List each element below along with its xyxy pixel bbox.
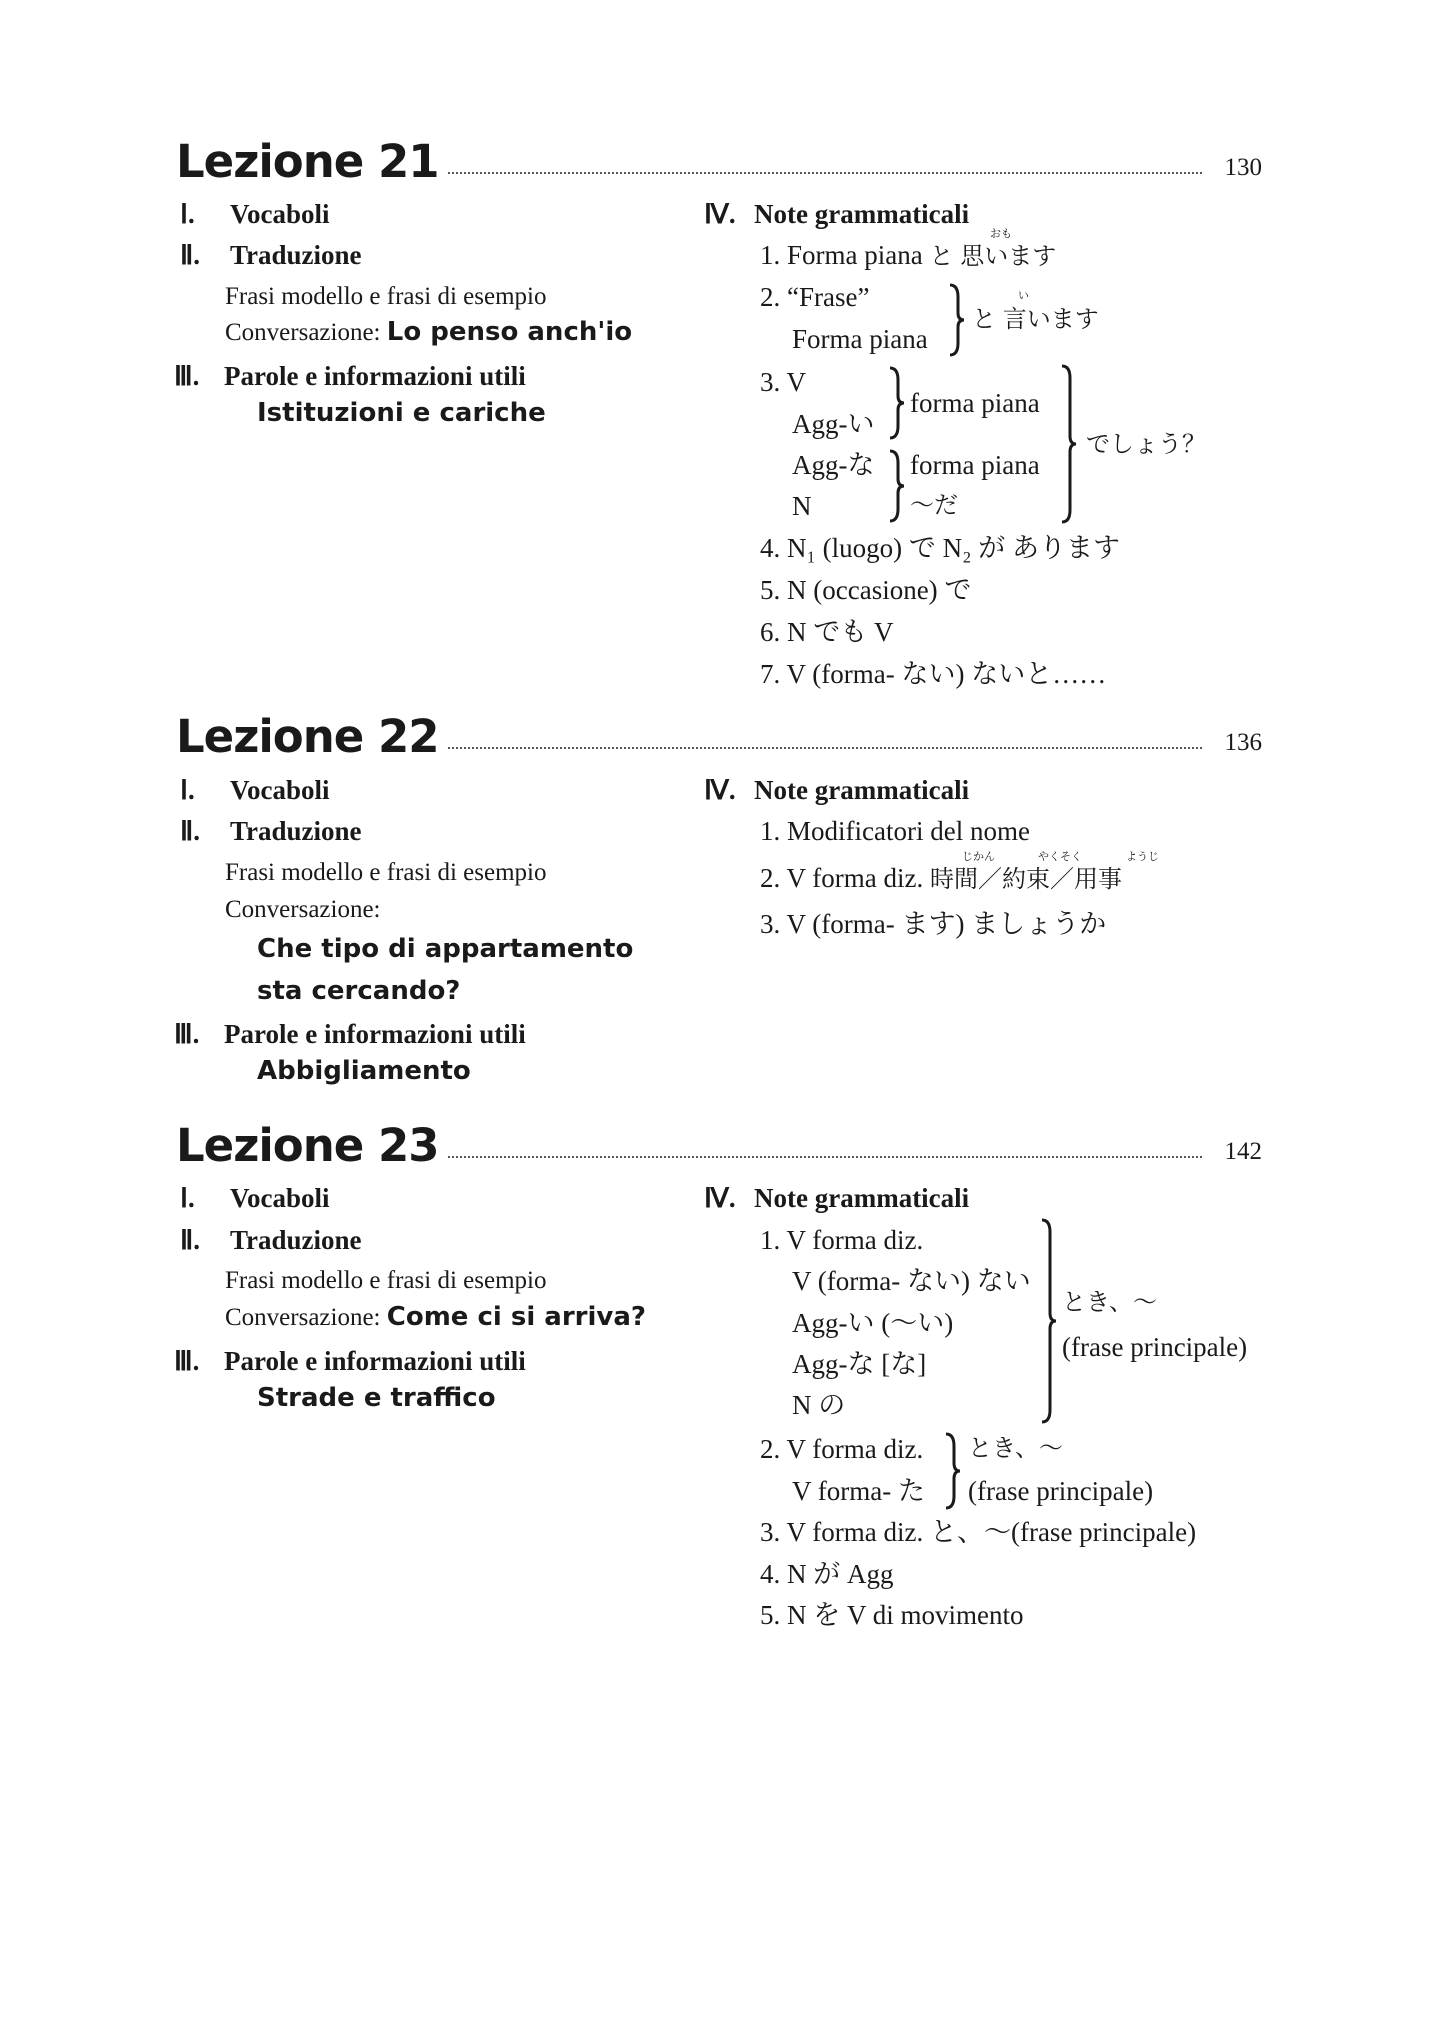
furigana: おも [990,227,1012,240]
frasi-modello: Frasi modello e frasi di esempio [225,1267,547,1294]
grammar-tail: と 言います [972,305,1099,333]
section-note: Ⅳ. Note grammaticali [704,1183,970,1213]
section-traduzione: Ⅱ. Traduzione [180,816,362,846]
grammar-subline: Agg-い (～い) [792,1308,954,1338]
section-traduzione: Ⅱ. Traduzione [180,1225,362,1255]
grammar-tail: (frase principale) [968,1476,1154,1506]
section-vocaboli: Ⅰ. Vocaboli [180,1183,330,1213]
info-topic: Istituzioni e cariche [257,398,546,428]
grammar-tail: とき、～ [968,1434,1064,1462]
section-note: Ⅳ. Note grammaticali [704,199,970,229]
section-traduzione: Ⅱ. Traduzione [180,240,362,270]
section-vocaboli: Ⅰ. Vocaboli [180,199,330,229]
brace [944,1432,960,1510]
section-parole: Ⅲ. Parole e informazioni utili [174,1019,526,1049]
grammar-item: 1. Forma piana と 思います [760,240,1057,270]
lesson-title: Lezione 22 [176,710,439,763]
grammar-item: 6. N でも V [760,617,894,647]
lesson-title: Lezione 21 [176,135,439,188]
brace [1040,1218,1056,1424]
conversazione: Conversazione: Come ci si arriva? [225,1302,646,1332]
lesson-header [176,128,1262,188]
grammar-item: 2. “Frase” [760,282,870,312]
page-number: 130 [1224,154,1262,181]
grammar-item: 7. V (forma- ない) ないと…… [760,659,1107,689]
grammar-item: 2. V forma diz. [760,1434,924,1464]
grammar-tail: (frase principale) [1062,1332,1248,1362]
section-vocaboli: Ⅰ. Vocaboli [180,775,330,805]
brace [888,449,904,523]
page-number: 142 [1224,1138,1262,1165]
grammar-subline: V forma- た [792,1476,925,1506]
conversation-title: Lo penso anch'io [386,317,633,347]
furigana: やくそく [1038,850,1082,863]
grammar-item: 1. V forma diz. [760,1225,924,1255]
brace [948,283,964,357]
info-topic: Strade e traffico [257,1383,496,1413]
grammar-item: 3. V forma diz. と、～(frase principale) [760,1517,1197,1547]
grammar-tail: とき、～ [1062,1288,1158,1316]
furigana: い [1018,289,1029,302]
grammar-form: forma piana [910,388,1040,418]
conversazione: Conversazione: Lo penso anch'io [225,317,633,347]
grammar-subline: Forma piana [792,324,928,354]
furigana: ようじ [1126,850,1159,863]
grammar-item: 5. N を V di movimento [760,1600,1024,1630]
dot-leader [448,1156,1202,1158]
info-topic: Abbigliamento [257,1056,471,1086]
grammar-item: 2. V forma diz. 時間／約束／用事 [760,863,1122,893]
grammar-form: forma piana [910,450,1040,480]
lesson-header [176,1112,1262,1172]
grammar-subline: N [792,491,812,521]
section-note: Ⅳ. Note grammaticali [704,775,970,805]
page-number: 136 [1224,729,1262,756]
grammar-subline: Agg-な [な] [792,1349,927,1379]
grammar-item: 3. V [760,367,807,397]
grammar-ending: でしょう？ [1086,430,1206,458]
furigana: じかん [962,850,995,863]
grammar-subline: Agg-な [792,450,875,480]
section-parole: Ⅲ. Parole e informazioni utili [174,1346,526,1376]
grammar-subline: N の [792,1390,846,1420]
grammar-item: 4. N₁ (luogo) で N₂ が あります [760,533,1121,563]
frasi-modello: Frasi modello e frasi di esempio [225,859,547,886]
grammar-subline: Agg-い [792,409,875,439]
grammar-item: 5. N (occasione) で [760,575,972,605]
conversation-title: Come ci si arriva? [386,1302,646,1332]
grammar-item: 3. V (forma- ます) ましょうか [760,909,1107,939]
dot-leader [448,172,1202,174]
brace [888,366,904,440]
brace [1060,364,1076,524]
grammar-subline: V (forma- ない) ない [792,1266,1031,1296]
grammar-item: 4. N が Agg [760,1559,894,1589]
conversation-title: Che tipo di appartamento [257,934,634,964]
frasi-modello: Frasi modello e frasi di esempio [225,283,547,310]
grammar-item: 1. Modificatori del nome [760,816,1030,846]
conversation-title: sta cercando? [257,976,461,1006]
dot-leader [448,747,1202,749]
grammar-form: ～だ [910,491,958,519]
conversazione-label: Conversazione: [225,896,381,923]
lesson-title: Lezione 23 [176,1119,439,1172]
lesson-header [176,703,1262,763]
section-parole: Ⅲ. Parole e informazioni utili [174,361,526,391]
